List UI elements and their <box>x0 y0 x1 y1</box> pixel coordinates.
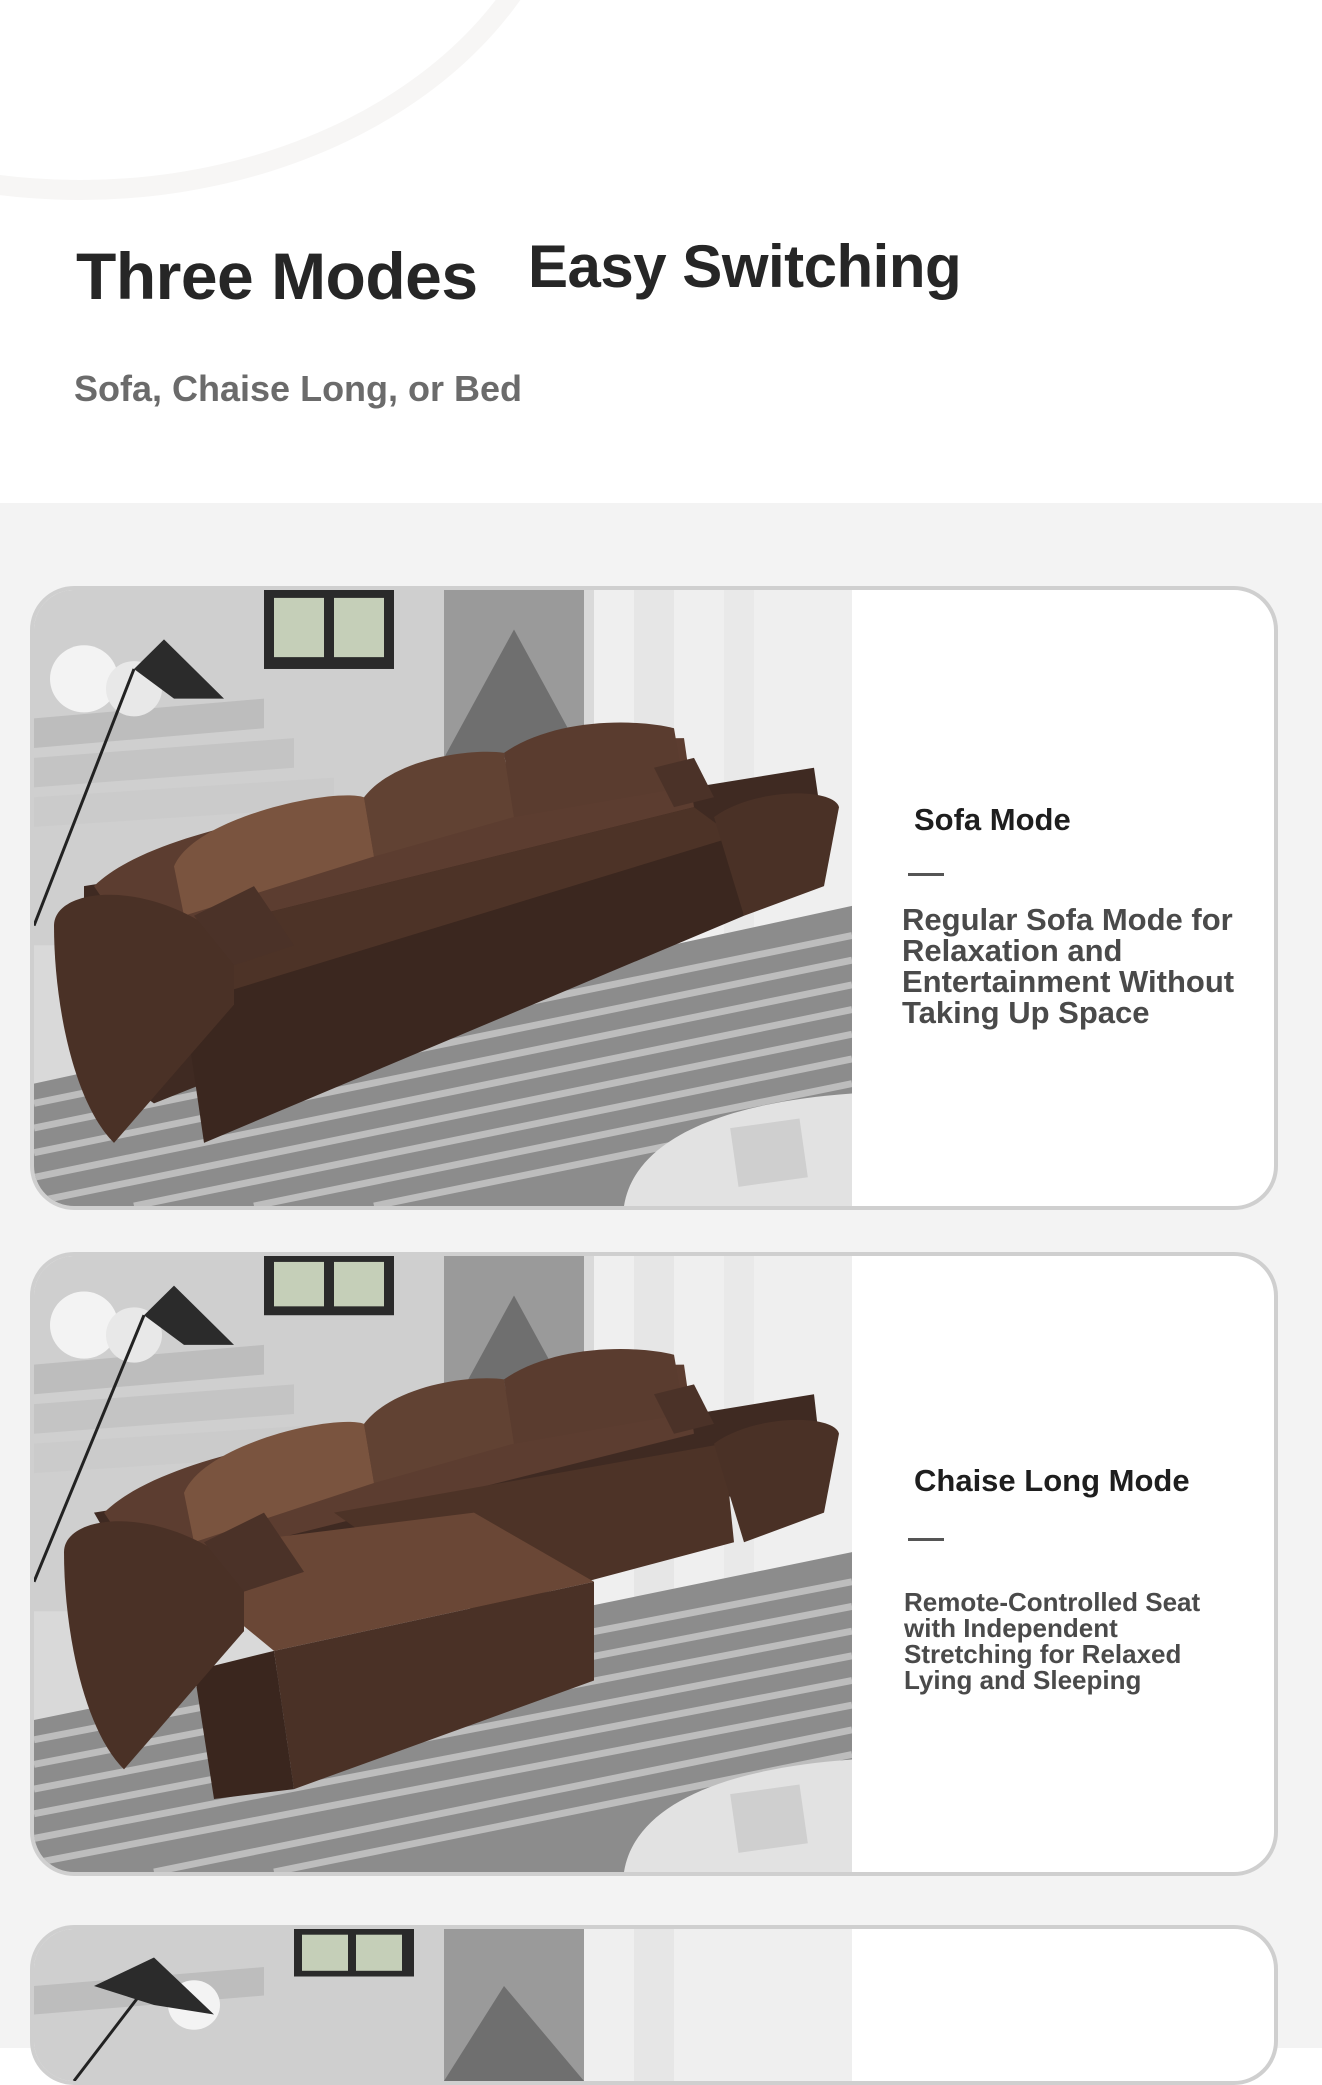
page-title-part1: Three Modes <box>76 239 478 313</box>
page-title-part2: Easy Switching <box>528 233 962 300</box>
bed-mode-photo <box>34 1929 852 2081</box>
chaise-long-mode-photo <box>34 1256 852 1872</box>
mode-card-chaise-long <box>30 1252 1278 1876</box>
mode-card-bed <box>30 1925 1278 2085</box>
sofa-mode-photo <box>34 590 852 1206</box>
mode-divider-dash <box>908 873 944 876</box>
header-section <box>0 0 1322 503</box>
page-subtitle: Sofa, Chaise Long, or Bed <box>74 368 523 409</box>
mode-divider-dash <box>908 1538 944 1541</box>
mode-card-sofa <box>30 586 1278 1210</box>
mode-description-sofa: Regular Sofa Mode for Relaxation and Entertainment Without Taking Up Space <box>902 902 1235 1030</box>
mode-description-chaise-long: Remote-Controlled Seat with Independent Stretching for Relaxed Lying and Sleeping <box>904 1587 1201 1695</box>
mode-title-sofa: Sofa Mode <box>914 802 1071 837</box>
mode-title-chaise-long: Chaise Long Mode <box>914 1463 1190 1498</box>
